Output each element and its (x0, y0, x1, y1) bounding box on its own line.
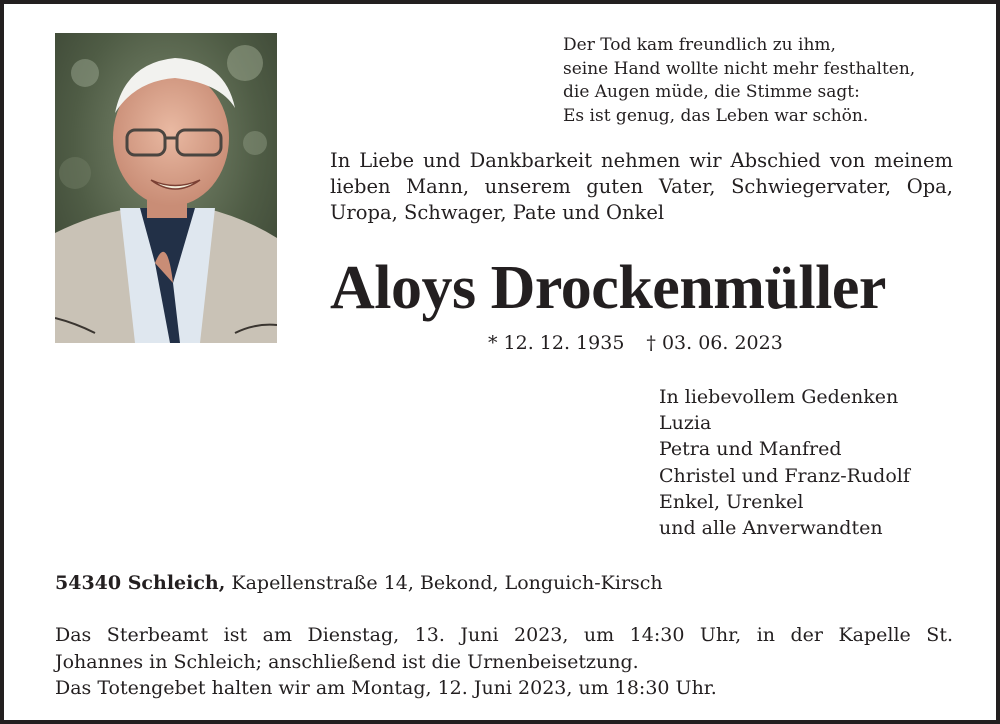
poem-line: Der Tod kam freundlich zu ihm, (563, 35, 836, 55)
death-date: † 03. 06. 2023 (646, 332, 783, 354)
portrait-photo (55, 33, 277, 343)
life-dates (488, 330, 783, 356)
portrait-image (55, 33, 277, 343)
poem-line: seine Hand wollte nicht mehr festhalten, (563, 58, 916, 79)
service-line: Das Sterbeamt ist am Dienstag, 13. Juni 2023, um 14:30 Uhr, in der Kapelle St. (55, 624, 953, 646)
poem-line: die Augen müde, die Stimme sagt: (563, 82, 860, 102)
service-line: Johannes in Schleich; anschließend ist die Urnenbeisetzung. (55, 650, 639, 673)
mourners-heading: In liebevollem Gedenken (659, 386, 899, 408)
poem-line: Es ist genug, das Leben war schön. (563, 105, 869, 126)
service-info (55, 622, 953, 702)
birth-date: * 12. 12. 1935 (488, 332, 625, 354)
deceased-name: Aloys Drockenmüller (330, 254, 886, 322)
intro-text: In Liebe und Dankbarkeit nehmen wir Abschied von meinem lieben Mann, unserem guten Vater, Schwiegervater, Opa, Uropa, Schwager, Pate und Onkel (330, 149, 953, 224)
service-line: Das Totengebet halten wir am Montag, 12. Juni 2023, um 18:30 Uhr. (55, 677, 717, 699)
mourner-name: Petra und Manfred (659, 438, 842, 461)
mourner-name: Christel und Franz-Rudolf (659, 464, 910, 487)
mourner-name: Luzia (659, 412, 712, 435)
poem (563, 34, 915, 128)
mourners-list (659, 384, 910, 541)
mourner-name: und alle Anverwandten (659, 517, 883, 540)
address-city: 54340 Schleich, (55, 572, 226, 594)
address-street: Kapellenstraße 14, Bekond, Longuich-Kirsch (225, 572, 663, 594)
mourner-name: Enkel, Urenkel (659, 490, 804, 513)
address (55, 570, 663, 596)
